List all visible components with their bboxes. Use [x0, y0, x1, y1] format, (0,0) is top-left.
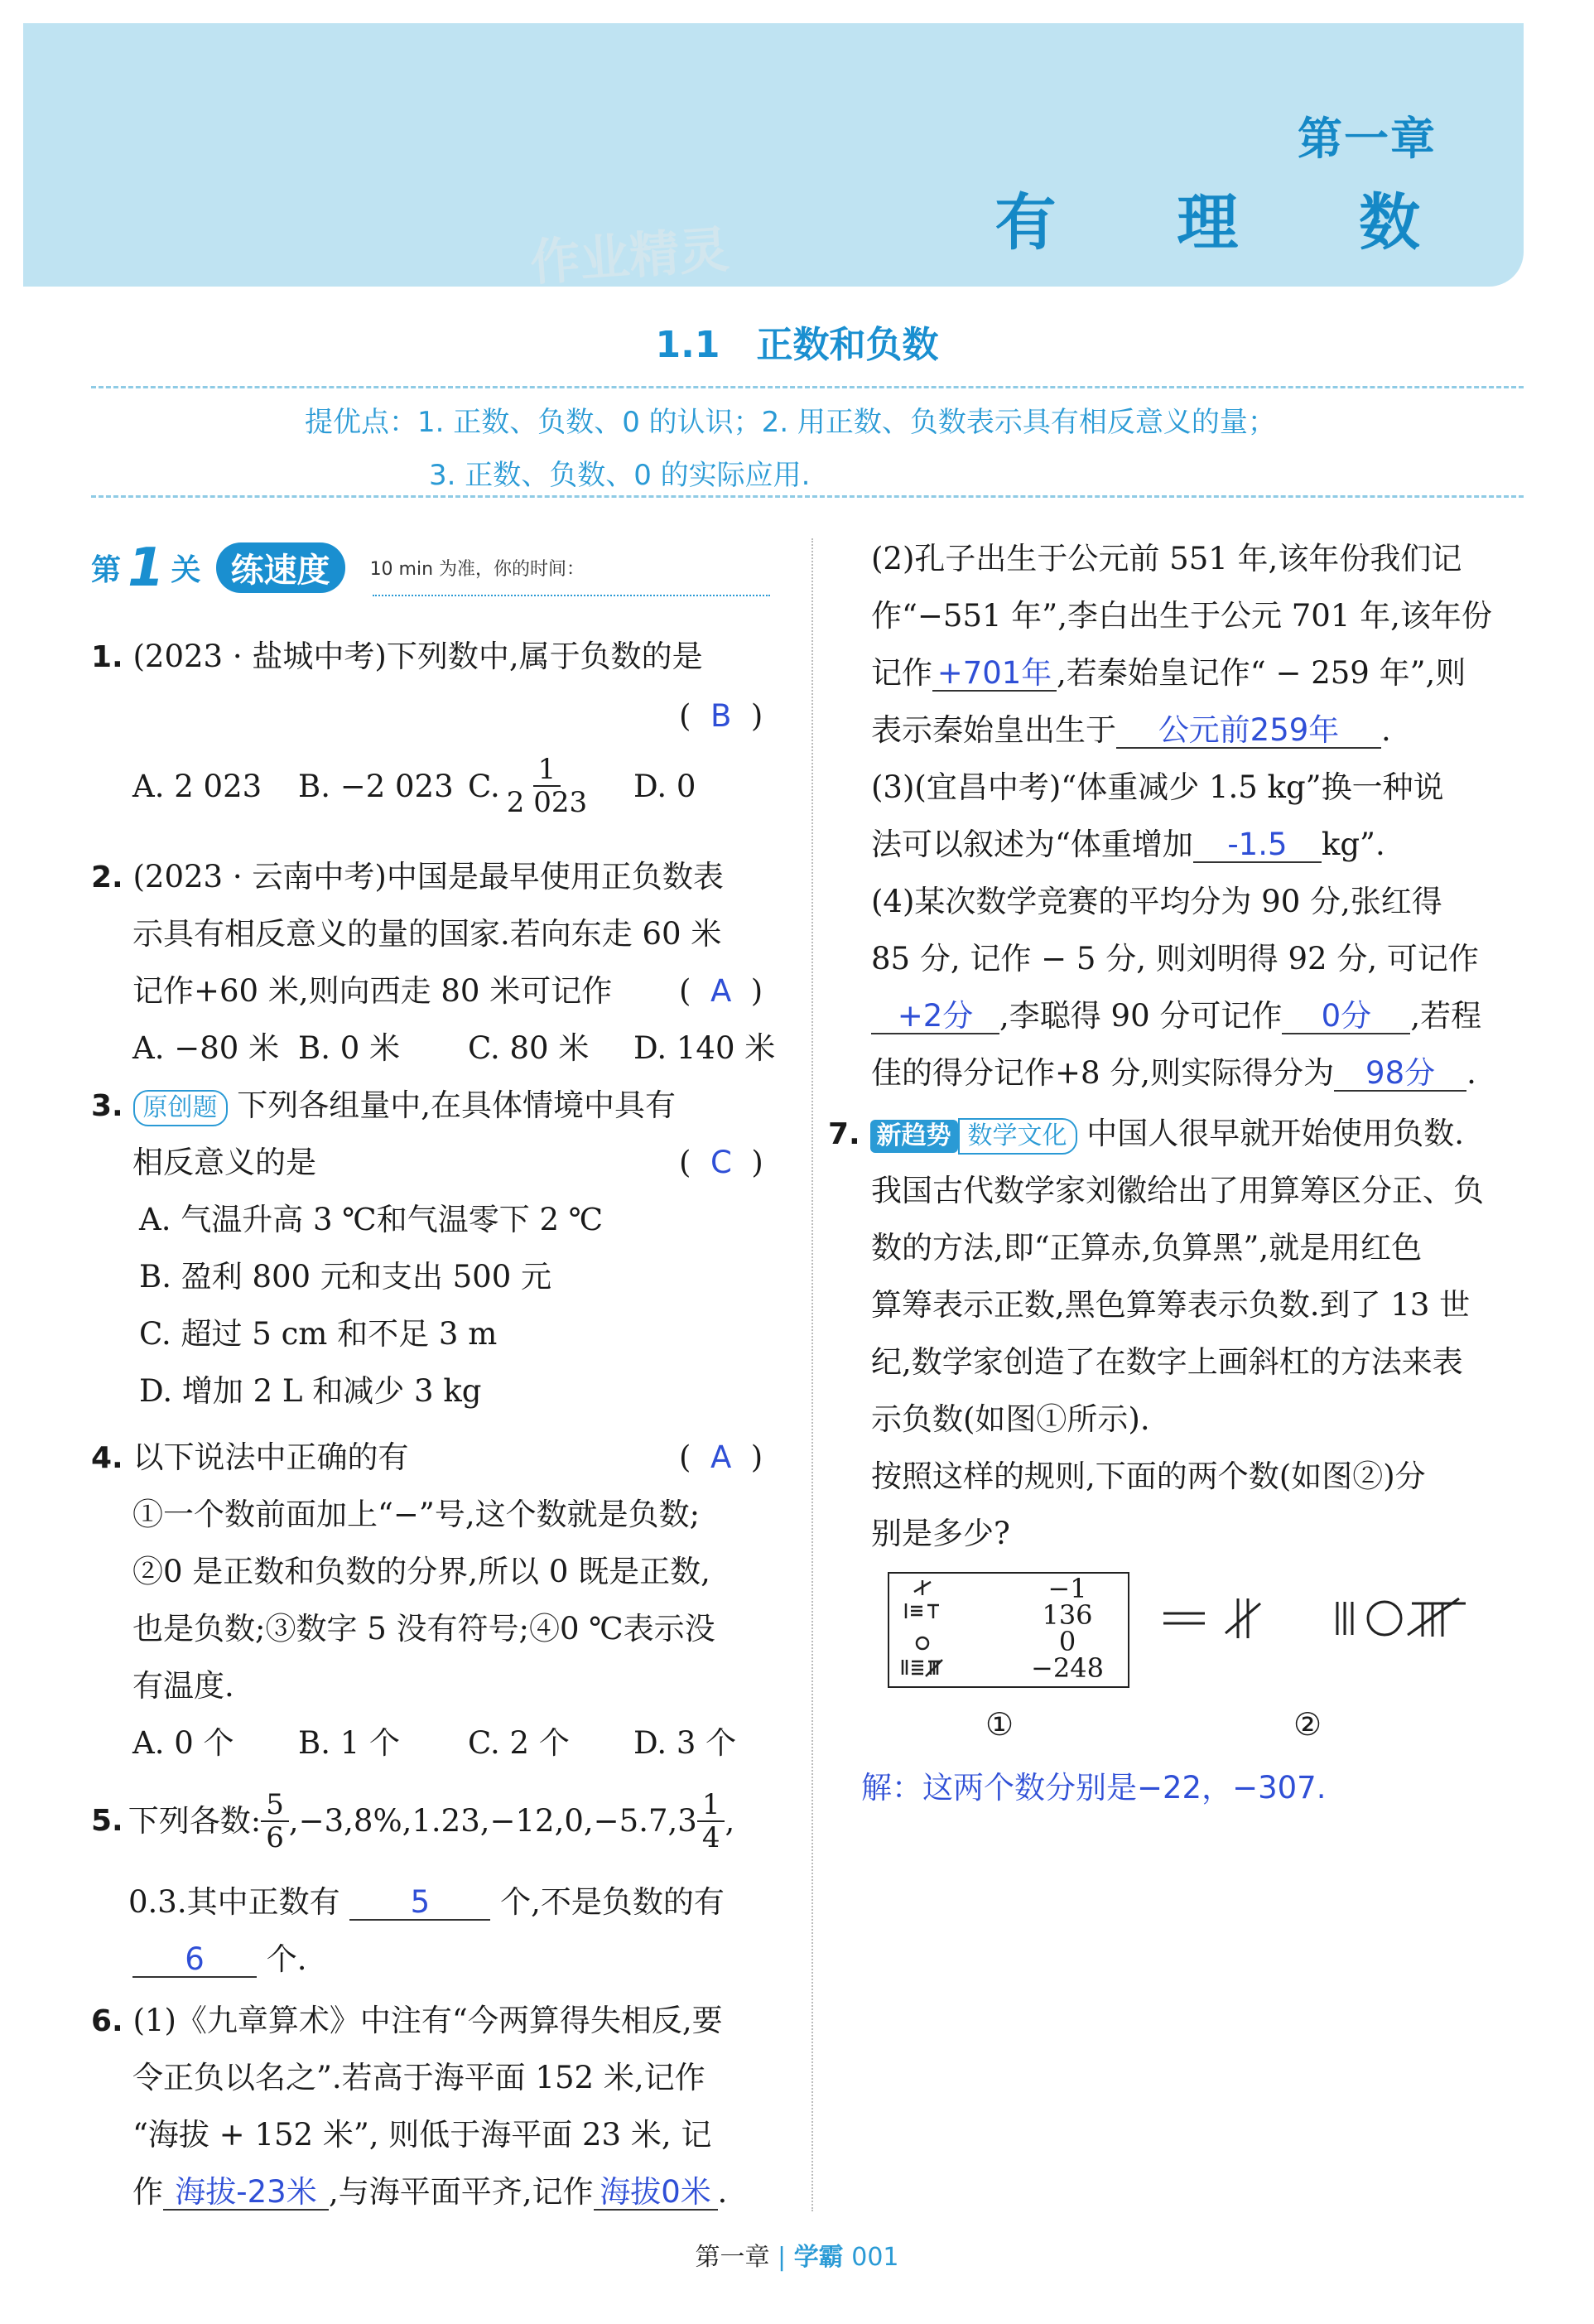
q4-line4: 也是负数;③数字 5 没有符号;④0 ℃表示没	[132, 1611, 715, 1647]
fraction-denominator: 6	[266, 1821, 284, 1854]
q7-number: 7.	[828, 1117, 860, 1151]
q4-number: 4.	[91, 1441, 123, 1475]
q6-p1-line4-a: 作	[132, 2174, 163, 2210]
q3-number: 3.	[91, 1089, 123, 1123]
q7-solution: 解：这两个数分别是−22，−307.	[861, 1770, 1327, 1806]
q6-blank-weight: -1.5	[1193, 828, 1322, 863]
q6-p4-line3-b: ,若程	[1410, 998, 1482, 1034]
q3-option-b: B. 盈利 800 元和支出 500 元	[139, 1259, 552, 1295]
question-7	[828, 1105, 1464, 1163]
q2-options	[132, 1020, 775, 1077]
rod-zero-icon	[917, 1637, 928, 1649]
q6-p4-line4-a: 佳的得分记作+8 分,则实际得分为	[871, 1055, 1335, 1091]
fraction-denominator: 4	[701, 1821, 720, 1854]
q6-p4-line4	[871, 1044, 1476, 1102]
q5-blank-nonnegative-count: 6	[132, 1943, 257, 1978]
figure-1-label: ①	[985, 1706, 1014, 1743]
chapter-label: 第一章	[1298, 113, 1437, 165]
fraction-numerator: 1	[697, 1789, 725, 1822]
q2-option-c: C. 80 米	[468, 1030, 590, 1066]
q6-p4-line2: 85 分, 记作 − 5 分, 则刘明得 92 分, 可记作	[871, 941, 1479, 976]
q5-line2	[128, 1873, 725, 1931]
q6-p2-line4	[871, 702, 1391, 759]
level-suffix: 关	[171, 553, 201, 587]
key-points-line2: 3. 正数、负数、0 的实际应用.	[429, 459, 811, 492]
figure-1-values	[1022, 1573, 1113, 1684]
q2-option-d: D. 140 米	[633, 1030, 776, 1066]
question-2	[91, 848, 724, 906]
q5-fraction-2	[697, 1789, 725, 1854]
q1-option-c-label: C.	[468, 768, 500, 804]
q6-p3-line1: (3)(宜昌中考)“体重减少 1.5 kg”换一种说	[871, 769, 1444, 805]
q6-blank-chengjia: 98分	[1334, 1057, 1466, 1092]
figure-1-value-3: 0	[1058, 1626, 1076, 1657]
q1-option-c	[468, 754, 633, 818]
figure-2	[1159, 1590, 1474, 1648]
q6-p1-line4-b: ,与海平面平齐,记作	[329, 2174, 594, 2210]
q6-blank-sea-level: 海拔0米	[594, 2176, 718, 2211]
q5-line2-a: 0.3.其中正数有	[128, 1884, 340, 1920]
q4-option-b: B. 1 个	[298, 1725, 401, 1761]
q3-answer: C	[710, 1145, 732, 1180]
q2-option-a: A. −80 米	[132, 1030, 280, 1066]
q6-p4-line4-b: .	[1466, 1055, 1476, 1091]
column-divider	[811, 538, 813, 2211]
q7-line8: 别是多少?	[871, 1516, 1010, 1551]
q5-line2-b: 个,不是负数的有	[500, 1884, 725, 1920]
q5-line3-b: 个.	[266, 1941, 307, 1977]
q1-answer: B	[710, 698, 732, 734]
q1-option-c-fraction	[507, 754, 587, 818]
fraction-numerator: 5	[261, 1789, 289, 1822]
q6-p1-line4	[132, 2163, 727, 2220]
level-header	[91, 537, 585, 599]
q6-p2-line4-b: .	[1381, 712, 1391, 748]
q6-p2-line4-a: 表示秦始皇出生于	[871, 712, 1116, 748]
q7-line7: 按照这样的规则,下面的两个数(如图②)分	[871, 1459, 1426, 1494]
q1-options	[132, 754, 696, 818]
q7-line4: 算筹表示正数,黑色算筹表示负数.到了 13 世	[871, 1287, 1471, 1323]
time-note: 10 min 为准，你的时间：	[369, 559, 585, 580]
key-points-line1: 提优点：1. 正数、负数、0 的认识；2. 用正数、负数表示具有相反意义的量；	[305, 406, 1276, 439]
question-3	[91, 1077, 676, 1135]
figure-2-label: ②	[1293, 1706, 1322, 1743]
divider-top	[91, 386, 1524, 388]
question-5: 5. 下列各数: $\frac{5}{6}$ ,−3,8%,1.23,−12,0,−5.7,3 $\frac{1}{4}$ ,	[91, 1788, 735, 1854]
divider-bottom	[91, 495, 1524, 498]
q3-line2: 相反意义的是	[132, 1145, 316, 1180]
q5-number: 5.	[91, 1804, 123, 1838]
rod-number-1-icon	[1163, 1598, 1260, 1638]
q1-option-d: D. 0	[633, 768, 696, 804]
q6-p4-line3	[871, 987, 1481, 1044]
q6-p2-line1: (2)孔子出生于公元前 551 年,该年份我们记	[871, 541, 1462, 576]
figure-1-value-4: −248	[1031, 1652, 1104, 1684]
q1-text: (2023 · 盐城中考)下列数中,属于负数的是	[132, 639, 703, 674]
q7-trend-tag: 新趋势	[870, 1120, 958, 1153]
rod-136-icon	[906, 1603, 939, 1618]
q6-blank-liuming: +2分	[871, 1000, 999, 1034]
q7-line5: 纪,数学家创造了在数字上画斜杠的方法来表	[871, 1344, 1463, 1380]
q7-line3: 数的方法,即“正算赤,负算黑”,就是用红色	[871, 1230, 1423, 1266]
q4-option-d: D. 3 个	[633, 1725, 737, 1761]
q6-p1-line1: (1)《九章算术》中注有“今两算得失相反,要	[132, 2003, 723, 2038]
q5-prefix: 下列各数:	[128, 1803, 262, 1839]
q4-line5: 有温度.	[132, 1668, 234, 1704]
q6-p1-line4-c: .	[717, 2174, 728, 2210]
q7-line6: 示负数(如图①所示).	[871, 1401, 1150, 1437]
q2-option-b: B. 0 米	[298, 1030, 401, 1066]
section-title: 1.1 正数和负数	[655, 324, 939, 366]
q7-line2: 我国古代数学家刘徽给出了用算筹区分正、负	[871, 1173, 1484, 1208]
rod-minus-248-icon	[903, 1660, 942, 1676]
q4-option-a: A. 0 个	[132, 1725, 234, 1761]
q4-answer: A	[710, 1439, 732, 1475]
q6-blank-below-sea: 海拔-23米	[163, 2176, 329, 2211]
q3-option-a: A. 气温升高 3 ℃和气温零下 2 ℃	[139, 1202, 604, 1237]
q2-line3: 记作+60 米,则向西走 80 米可记作	[132, 973, 613, 1009]
q3-answer-bracket: ( C )	[679, 1145, 763, 1180]
q1-number: 1.	[91, 640, 123, 674]
q7-line1: 中国人很早就开始使用负数.	[1086, 1116, 1465, 1151]
q6-number: 6.	[91, 2004, 123, 2038]
fraction-numerator: 1	[533, 754, 561, 787]
q4-line3: ②0 是正数和负数的分界,所以 0 既是正数,	[132, 1554, 710, 1589]
level-underline	[373, 595, 770, 596]
q6-p2-line3	[871, 644, 1466, 702]
rod-minus-1-icon	[914, 1580, 931, 1595]
q1-answer-bracket: ( B )	[679, 698, 763, 734]
q5-list: ,−3,8%,1.23,−12,0,−5.7,3	[288, 1803, 697, 1839]
q5-fraction-1	[261, 1789, 289, 1854]
footer-chapter: 第一章	[695, 2243, 770, 2272]
q6-p4-line1: (4)某次数学竞赛的平均分为 90 分,张红得	[871, 884, 1442, 919]
level-badge: 练速度	[216, 542, 345, 593]
q3-line1: 下列各组量中,在具体情境中具有	[237, 1087, 677, 1123]
q5-line3	[132, 1931, 307, 1988]
rod-number-2-icon	[1337, 1598, 1466, 1637]
footer-page-number: 001	[851, 2243, 899, 2272]
level-prefix: 第	[91, 553, 122, 587]
q4-options	[132, 1714, 736, 1772]
q6-p2-line2: 作“−551 年”,李白出生于公元 701 年,该年份	[871, 598, 1492, 634]
q2-answer-bracket: ( A )	[679, 973, 763, 1009]
q4-line2: ①一个数前面加上“−”号,这个数就是负数;	[132, 1497, 701, 1532]
q6-p3-line2-b: kg”.	[1321, 827, 1385, 862]
q6-blank-qin-year: 公元前259年	[1116, 714, 1381, 749]
page-footer: 第一章 | 学霸 001	[695, 2243, 899, 2272]
q2-line2: 示具有相反意义的量的国家.若向东走 60 米	[132, 916, 722, 952]
chapter-title: 有 理 数	[994, 187, 1470, 258]
q1-option-a: A. 2 023	[132, 768, 262, 804]
fraction-denominator: 2 023	[506, 786, 588, 819]
q4-answer-bracket: ( A )	[679, 1439, 763, 1475]
q2-line1: (2023 · 云南中考)中国是最早使用正负数表	[132, 859, 724, 894]
q6-p2-line3-b: ,若秦始皇记作“ − 259 年”,则	[1057, 655, 1466, 691]
q3-original-tag: 原创题	[133, 1090, 228, 1126]
q1-option-b: B. −2 023	[298, 768, 454, 804]
q7-culture-tag: 数学文化	[958, 1118, 1077, 1155]
q4-option-c: C. 2 个	[468, 1725, 570, 1761]
question-4	[91, 1429, 409, 1487]
q3-option-c: C. 超过 5 cm 和不足 3 m	[139, 1316, 498, 1352]
level-number: 1	[128, 537, 165, 599]
q6-p2-line3-a: 记作	[871, 655, 932, 691]
q5-blank-positive-count: 5	[349, 1886, 490, 1921]
q6-p1-line3: “海拔 + 152 米”, 则低于海平面 23 米, 记	[132, 2117, 712, 2153]
figure-1-value-2: 136	[1042, 1599, 1093, 1631]
q6-p1-line2: 令正负以名之”.若高于海平面 152 米,记作	[132, 2060, 706, 2095]
question-1	[91, 628, 703, 686]
q6-p4-line3-a: ,李聪得 90 分可记作	[999, 998, 1283, 1034]
q6-p3-line2-a: 法可以叙述为“体重增加	[871, 827, 1193, 862]
figure-1-value-1: −1	[1047, 1573, 1087, 1604]
footer-brand: 学霸	[793, 2243, 844, 2272]
q3-option-d: D. 增加 2 L 和减少 3 kg	[139, 1373, 482, 1409]
q6-p3-line2	[871, 816, 1385, 873]
q4-line1: 以下说法中正确的有	[132, 1439, 409, 1475]
q2-answer: A	[710, 973, 732, 1009]
q2-number: 2.	[91, 861, 123, 894]
watermark: 作业精灵	[528, 220, 731, 293]
question-6	[91, 1992, 723, 2050]
figure-1	[888, 1572, 1129, 1688]
q6-blank-licong: 0分	[1282, 1000, 1410, 1034]
q6-blank-libai-year: +701年	[932, 657, 1057, 692]
